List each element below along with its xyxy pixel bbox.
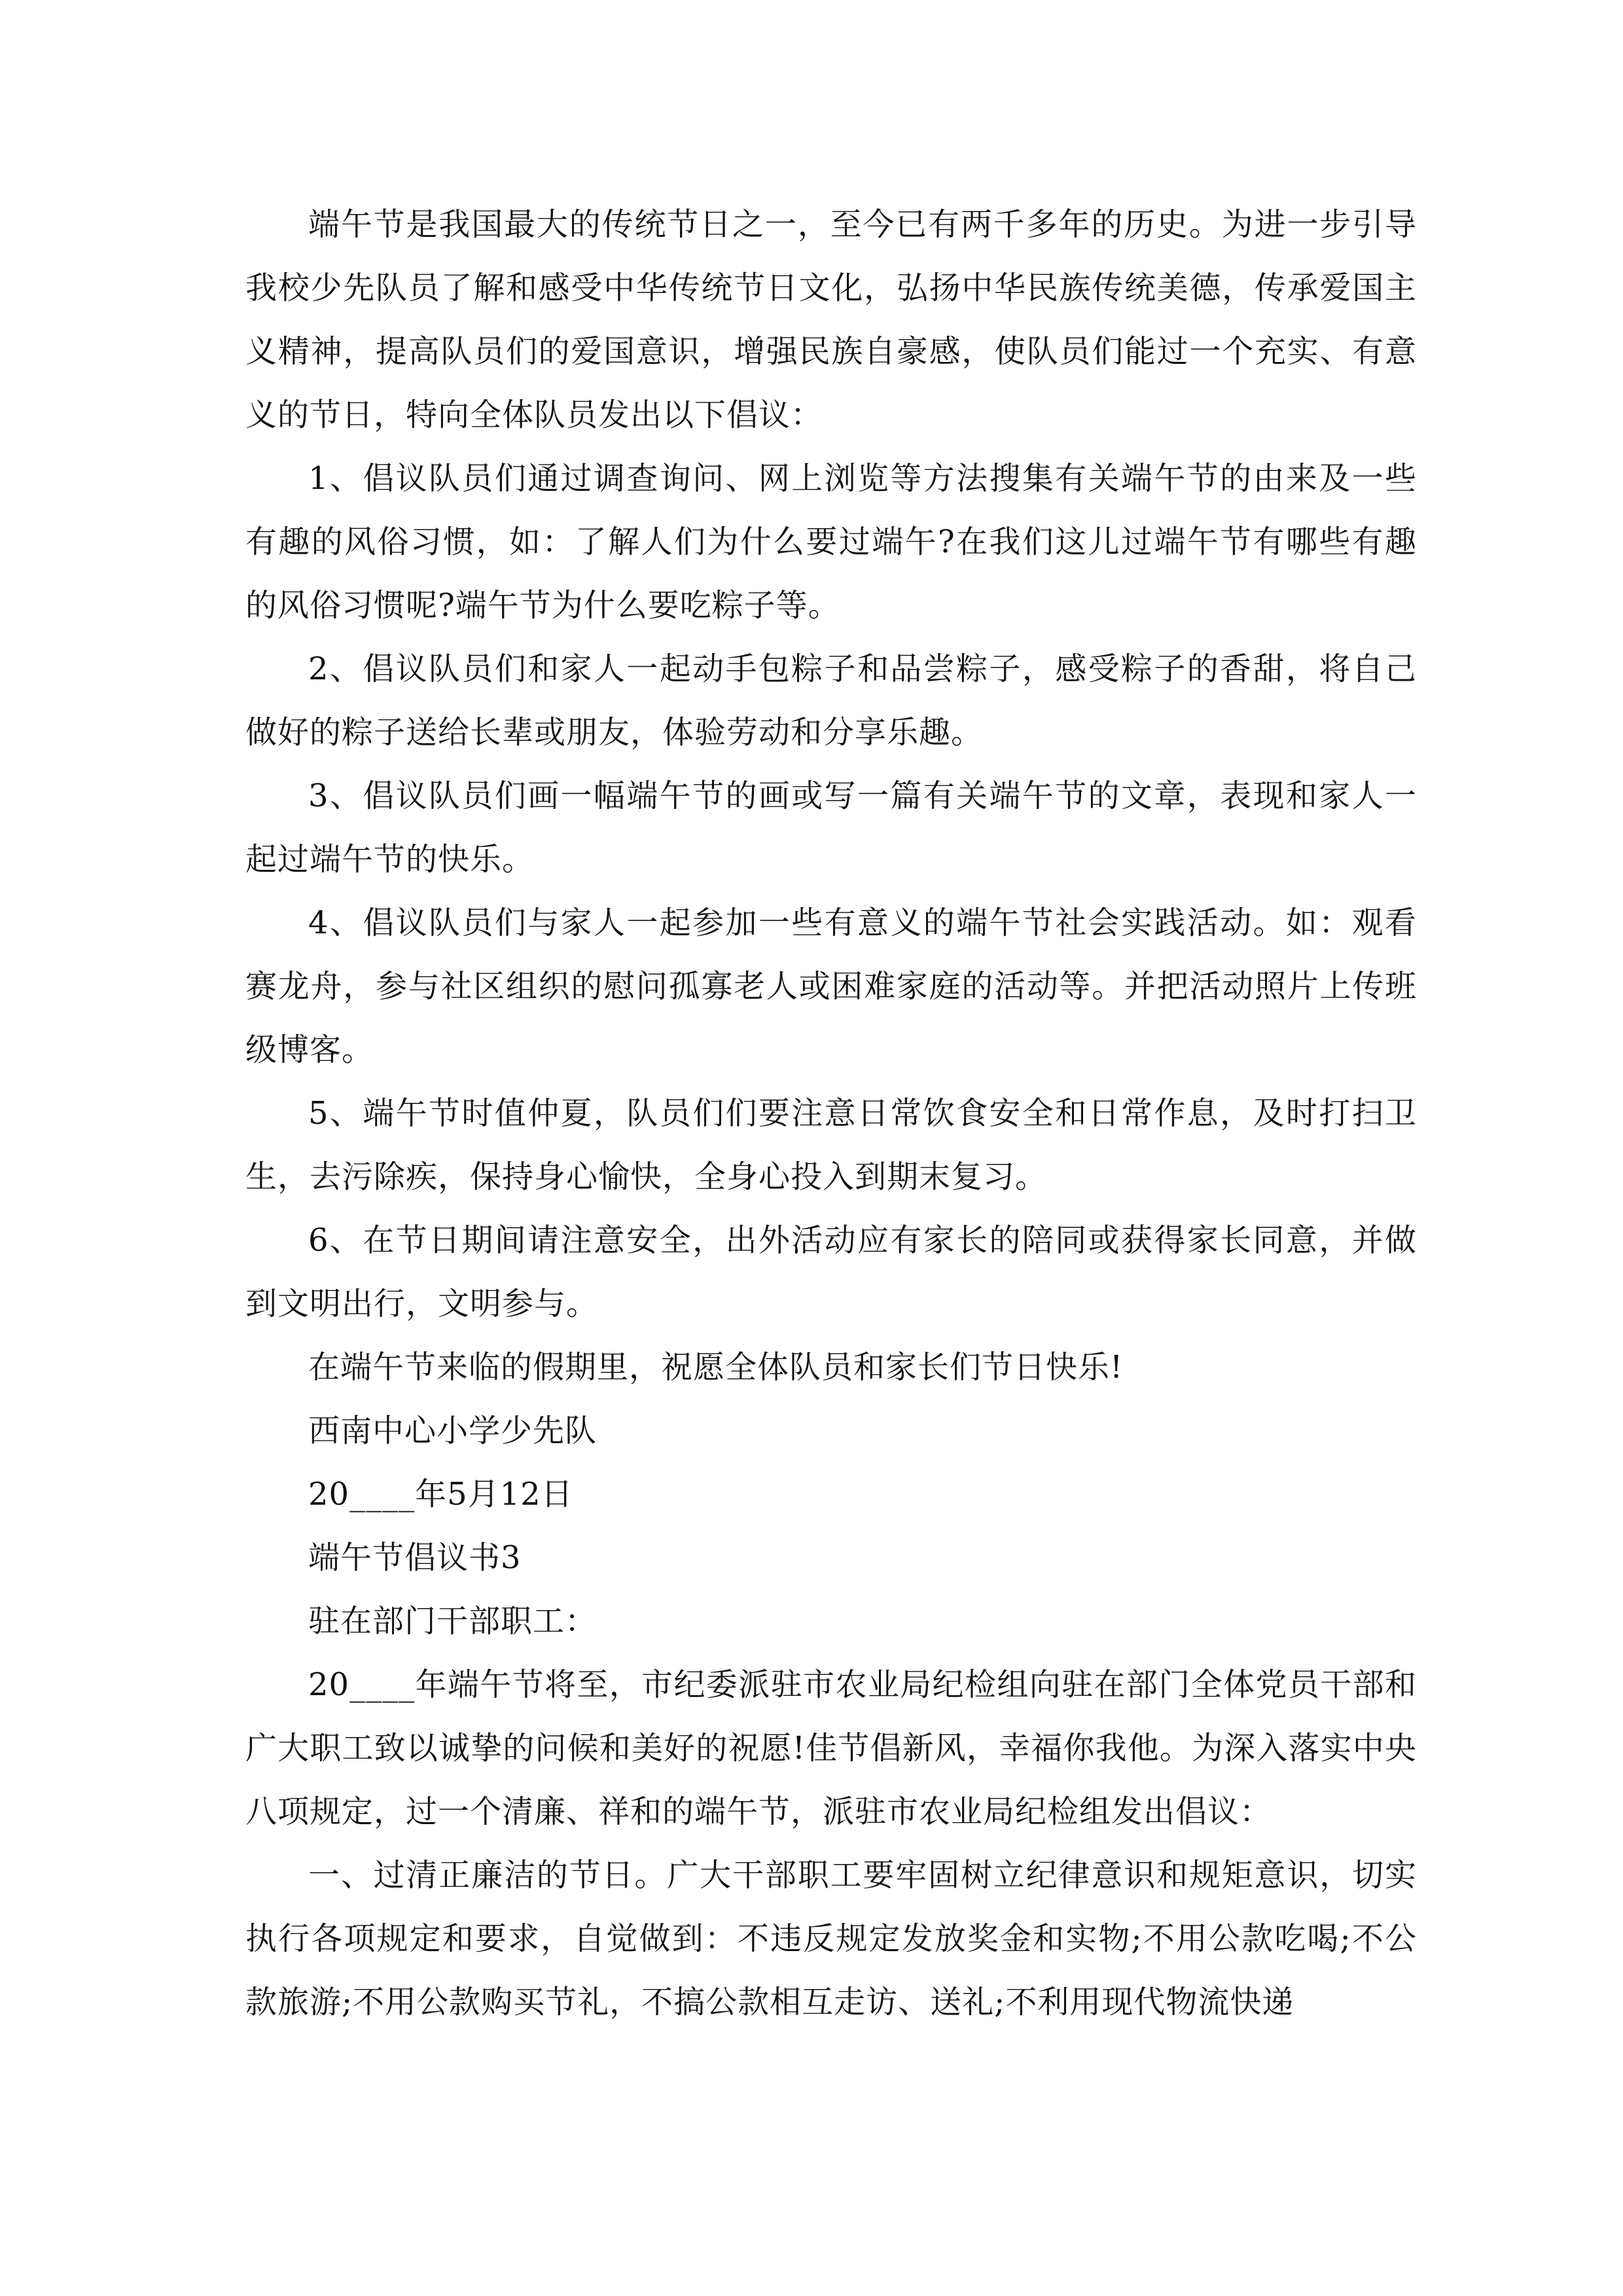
signature-date: 20____年5月12日 [308,1476,573,1513]
paragraph-item-6: 6、在节日期间请注意安全，出外活动应有家长的陪同或获得家长同意，并做到文明出行，文明参与。 [245,1222,1417,1322]
salutation: 驻在部门干部职工： [308,1603,597,1640]
body-text [245,193,1417,2034]
paragraph-item-5: 5、端午节时值仲夏，队员们们要注意日常饮食安全和日常作息，及时打扫卫生，去污除疾，保持身心愉快，全身心投入到期末复习。 [245,1095,1417,1195]
paragraph-item-4: 4、倡议队员们与家人一起参加一些有意义的端午节社会实践活动。如：观看赛龙舟，参与社区组织的慰问孤寡老人或困难家庭的活动等。并把活动照片上传班级博客。 [245,905,1417,1068]
section-title: 端午节倡议书3 [308,1539,522,1576]
closing-wish: 在端午节来临的假期里，祝愿全体队员和家长们节日快乐! [308,1349,1124,1386]
paragraph-item-3: 3、倡议队员们画一幅端午节的画或写一篇有关端午节的文章，表现和家人一起过端午节的快乐。 [245,778,1417,878]
paragraph-item-2: 2、倡议队员们和家人一起动手包粽子和品尝粽子，感受粽子的香甜，将自己做好的粽子送给长辈或朋友，体验劳动和分享乐趣。 [245,651,1417,751]
paragraph-item-1: 1、倡议队员们通过调查询问、网上浏览等方法搜集有关端午节的由来及一些有趣的风俗习惯，如：了解人们为什么要过端午?在我们这儿过端午节有哪些有趣的风俗习惯呢?端午节为什么要吃粽子等。 [245,460,1417,624]
paragraph-intro: 端午节是我国最大的传统节日之一，至今已有两千多年的历史。为进一步引导我校少先队员了解和感受中华传统节日文化，弘扬中华民族传统美德，传承爱国主义精神，提高队员们的爱国意识，增强民族自豪感，使队员们能过一个充实、有意义的节日，特向全体队员发出以下倡议： [245,206,1417,433]
paragraph-proposal-intro: 20____年端午节将至，市纪委派驻市农业局纪检组向驻在部门全体党员干部和广大职工致以诚挚的问候和美好的祝愿!佳节倡新风，幸福你我他。为深入落实中央八项规定，过一个清廉、祥和的端午节，派驻市农业局纪检组发出倡议： [245,1666,1417,1830]
paragraph-proposal-1: 一、过清正廉洁的节日。广大干部职工要牢固树立纪律意识和规矩意识，切实执行各项规定和要求，自觉做到：不违反规定发放奖金和实物;不用公款吃喝;不公款旅游;不用公款购买节礼，不搞公款相互走访、送礼;不利用现代物流快递 [245,1857,1417,2020]
signature-organization: 西南中心小学少先队 [308,1412,597,1449]
